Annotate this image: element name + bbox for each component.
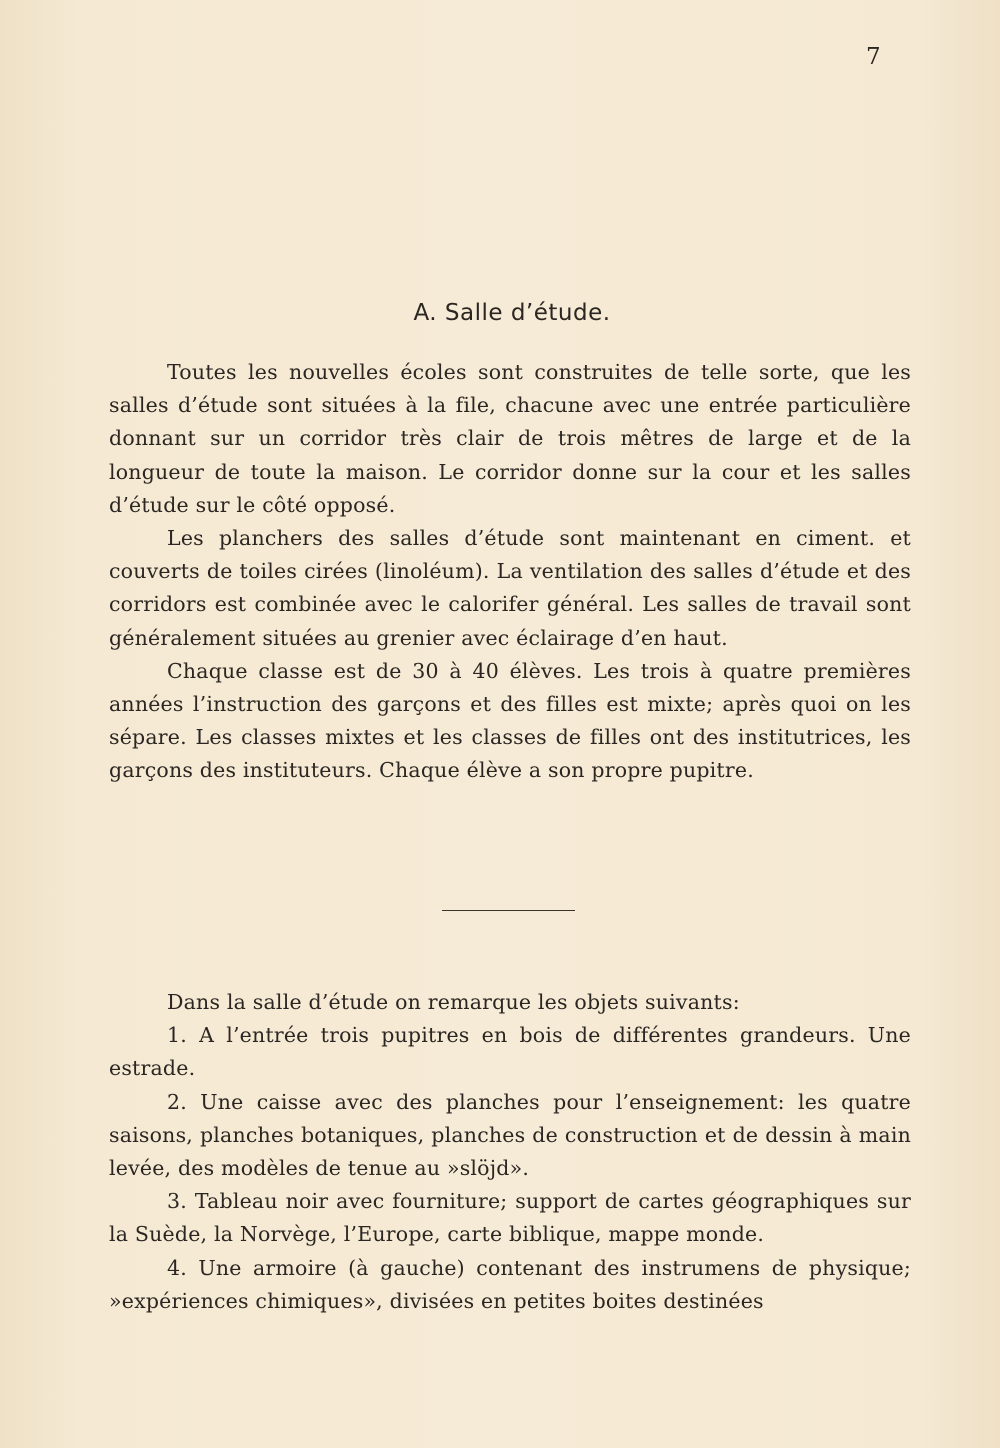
section-body xyxy=(109,356,911,788)
paragraph: Les planchers des salles d’étude sont maintenant en ciment. et couverts de toiles cirées (linoléum). La ventilation des salles d’étude et des corridors est combinée avec le calorifer général. Les salles de travail sont généralement situées au grenier avec éclairage d’en haut. xyxy=(109,526,911,650)
paragraph: Chaque classe est de 30 à 40 élèves. Les trois à quatre premières années l’instruction des garçons et des filles est mixte; après quoi on les sépare. Les classes mixtes et les classes de filles ont des institutrices, les garçons des instituteurs. Chaque élève a son propre pupitre. xyxy=(109,658,911,783)
section-divider xyxy=(442,910,575,911)
page-number: 7 xyxy=(866,44,881,70)
list-intro: Dans la salle d’étude on remarque les objets suivants: xyxy=(167,990,740,1014)
list-item: 2. Une caisse avec des planches pour l’enseignement: les quatre saisons, planches botaniques, planches de construction et de dessin à main levée, des modèles de tenue au »slöjd». xyxy=(109,1089,911,1181)
objects-list xyxy=(109,986,911,1318)
list-item: 3. Tableau noir avec fourniture; support de cartes géographiques sur la Suède, la Norvège, l’Europe, carte biblique, mappe monde. xyxy=(109,1189,911,1247)
list-item: 4. Une armoire (à gauche) contenant des instrumens de physique; »expériences chimiques», divisées en petites boites destinées xyxy=(109,1255,911,1313)
list-item: 1. A l’entrée trois pupitres en bois de différentes grandeurs. Une estrade. xyxy=(109,1023,911,1081)
paragraph: Toutes les nouvelles écoles sont construites de telle sorte, que les salles d’étude sont situées à la file, chacune avec une entrée particulière donnant sur un corridor très clair de trois mêtres de large et de la longueur de toute la maison. Le corridor donne sur la cour et les salles d’étude sur le côté opposé. xyxy=(109,360,911,517)
section-heading: A. Salle d’étude. xyxy=(413,300,611,326)
